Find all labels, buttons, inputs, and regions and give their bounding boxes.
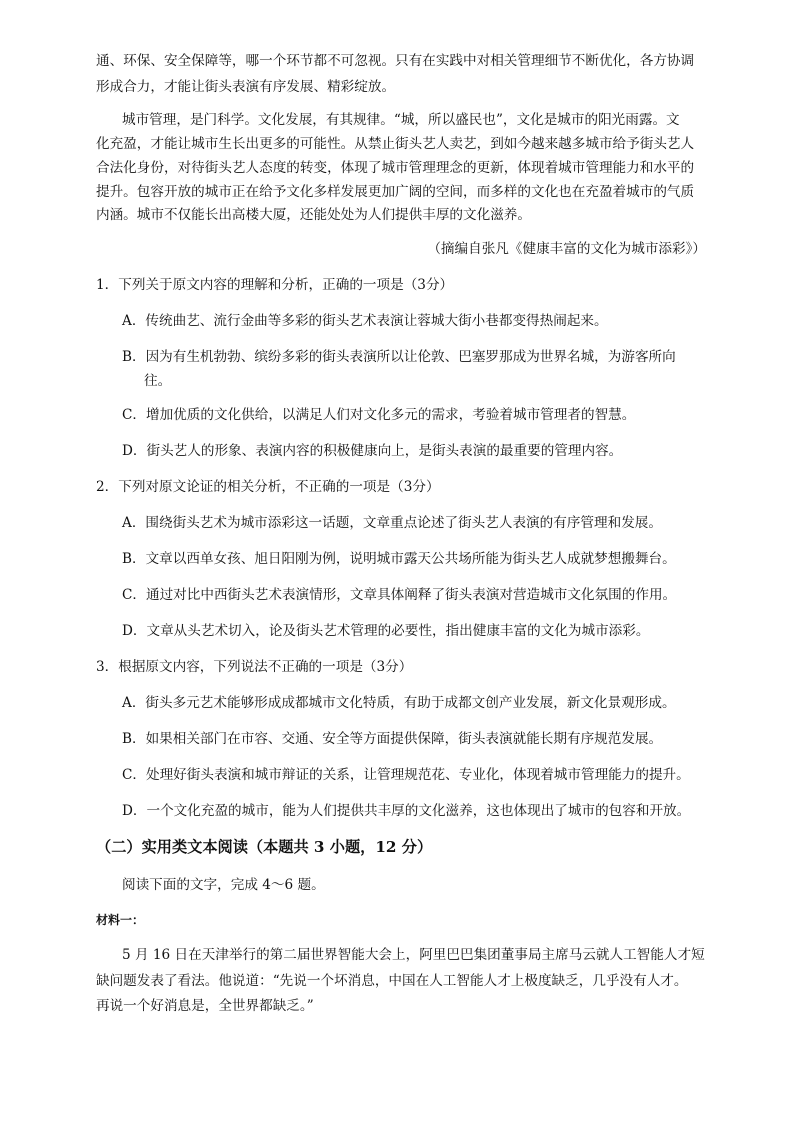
question-1-option-c: C．增加优质的文化供给，以满足人们对文化多元的需求，考验着城市管理者的智慧。 — [122, 407, 636, 423]
question-2-stem: 2．下列对原文论证的相关分析，不正确的一项是（3分） — [96, 479, 440, 495]
question-3-option-c: C．处理好街头表演和城市辩证的关系，让管理规范花、专业化，体现着城市管理能力的提升。 — [122, 767, 690, 783]
passage-p2-line2: 化充盈，才能让城市生长出更多的可能性。从禁止街头艺人卖艺，到如今越来越多城市给予街头艺人 — [96, 136, 695, 152]
section-2-heading: （二）实用类文本阅读（本题共 3 小题，12 分） — [96, 838, 433, 856]
question-2-option-b: B．文章以西单女孩、旭日阳刚为例，说明城市露天公共场所能为街头艺人成就梦想搬舞台。 — [122, 551, 676, 567]
question-1-option-b-cont: 往。 — [144, 373, 172, 389]
material-1-line1: 5 月 16 日在天津举行的第二届世界智能大会上，阿里巴巴集团董事局主席马云就人工智能人才短 — [122, 947, 705, 963]
question-2-option-c: C．通过对比中西街头艺术表演情形，文章具体阐释了街头表演对营造城市文化氛围的作用。 — [122, 587, 677, 603]
question-3-option-d: D．一个文化充盈的城市，能为人们提供共丰厚的文化滋养，这也体现出了城市的包容和开放。 — [122, 803, 691, 819]
passage-p2-line4: 提升。包容开放的城市正在给予文化多样发展更加广阔的空间，而多样的文化也在充盈着城市的气质 — [96, 184, 695, 200]
question-3-stem: 3．根据原文内容，下列说法不正确的一项是（3分） — [96, 659, 413, 675]
question-3-option-a: A．街头多元艺术能够形成成都城市文化特质，有助于成都文创产业发展，新文化景观形成。 — [122, 695, 676, 711]
question-2-option-a: A．围绕街头艺术为城市添彩这一话题，文章重点论述了街头艺人表演的有序管理和发展。 — [122, 515, 662, 531]
passage-p1-line2: 形成合力，才能让街头表演有序发展、精彩绽放。 — [96, 79, 396, 95]
material-1-line3: 再说一个好消息是，全世界都缺乏。” — [96, 998, 314, 1014]
section-2-instruction: 阅读下面的文字，完成 4～6 题。 — [122, 877, 325, 893]
question-1-option-b: B．因为有生机勃勃、缤纷多彩的街头表演所以让伦敦、巴塞罗那成为世界名城，为游客所向 — [122, 349, 676, 365]
question-1-option-a: A．传统曲艺、流行金曲等多彩的街头艺术表演让蓉城大街小巷都变得热闹起来。 — [122, 313, 608, 329]
passage-source: （摘编自张凡《健康丰富的文化为城市添彩》） — [427, 241, 706, 257]
question-3-option-b: B．如果相关部门在市容、交通、安全等方面提供保障，街头表演就能长期有序规范发展。 — [122, 731, 663, 747]
material-1-line2: 缺问题发表了看法。他说道：“先说一个坏消息，中国在人工智能人才上极度缺乏，几乎没有人才。 — [96, 973, 688, 989]
question-2-option-d: D．文章从头艺术切入，论及街头艺术管理的必要性，指出健康丰富的文化为城市添彩。 — [122, 623, 650, 639]
passage-p1-line1: 通、环保、安全保障等，哪一个环节都不可忽视。只有在实践中对相关管理细节不断优化，各方协调 — [96, 53, 695, 69]
passage-p2-line3: 合法化身份，对待街头艺人态度的转变，体现了城市管理理念的更新，体现着城市管理能力和水平的 — [96, 160, 695, 176]
material-1-label: 材料一： — [96, 913, 145, 927]
question-1-option-d: D．街头艺人的形象、表演内容的积极健康向上，是街头表演的最重要的管理内容。 — [122, 443, 623, 459]
question-1-stem: 1．下列关于原文内容的理解和分析，正确的一项是（3分） — [96, 277, 454, 293]
passage-p2-line5: 内涵。城市不仅能长出高楼大厦，还能处处为人们提供丰厚的文化滋养。 — [96, 207, 531, 223]
passage-p2-line1: 城市管理，是门科学。文化发展，有其规律。“城，所以盛民也”，文化是城市的阳光雨露。文 — [122, 112, 680, 128]
